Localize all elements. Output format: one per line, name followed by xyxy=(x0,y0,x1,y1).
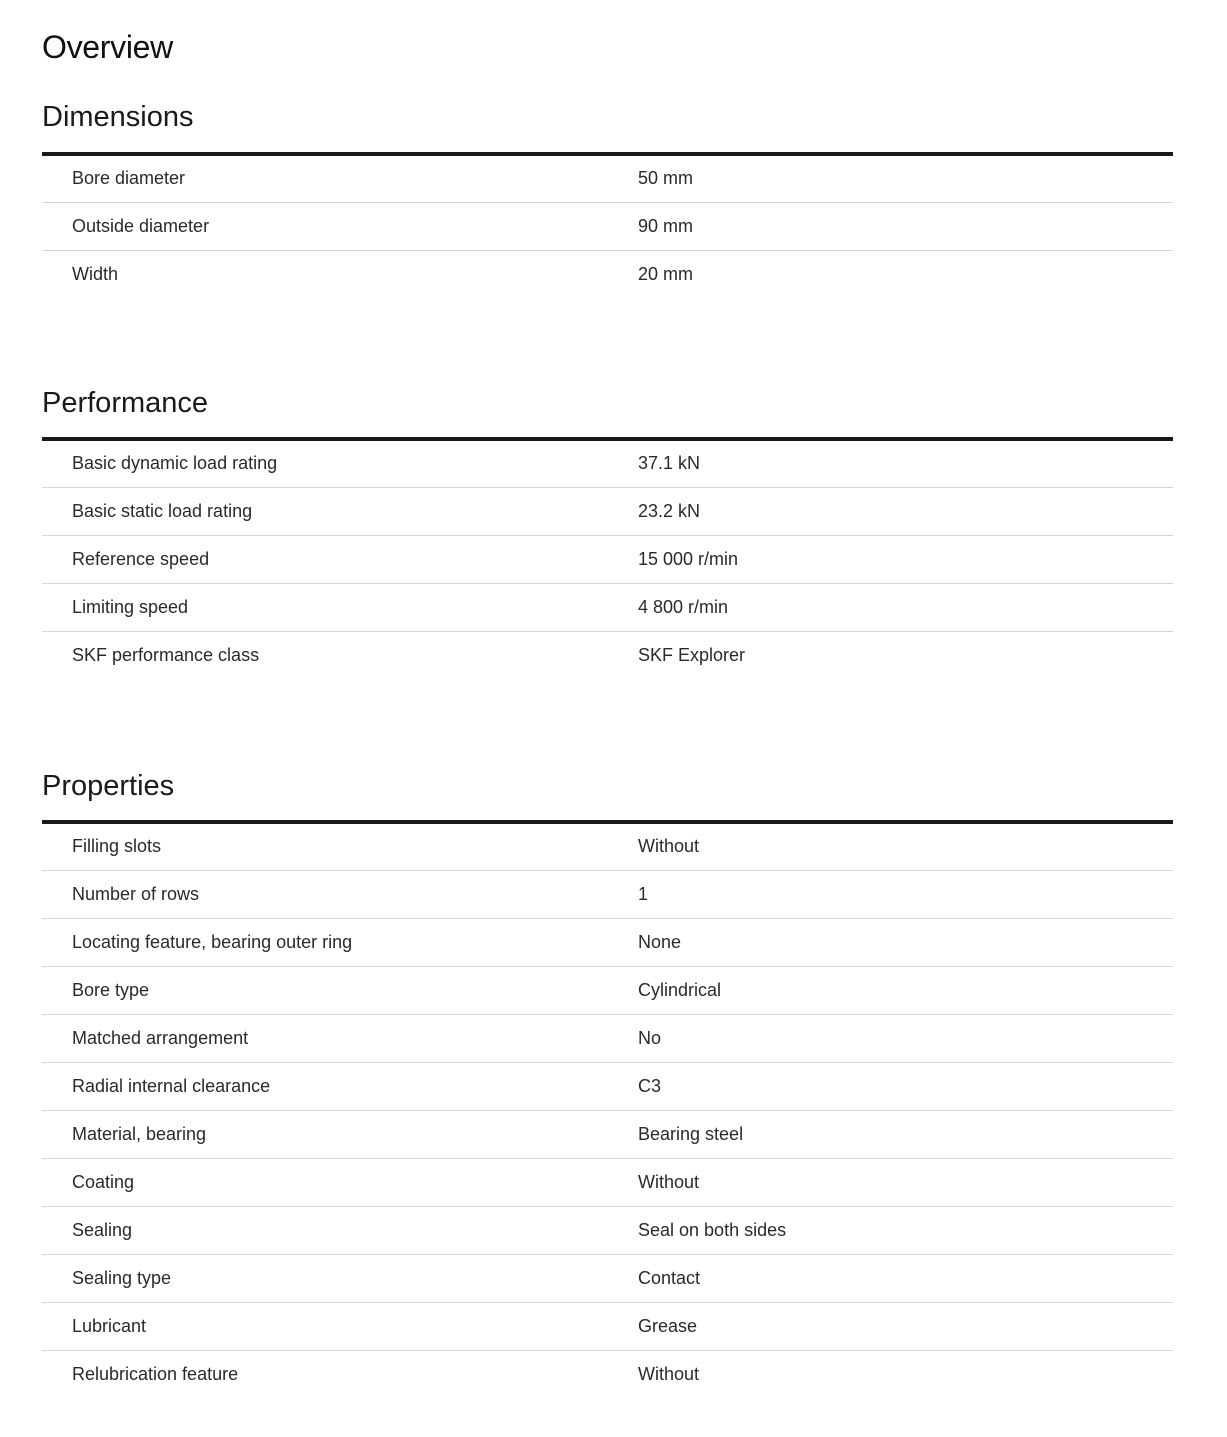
row-label: Material, bearing xyxy=(42,1110,608,1158)
row-value: 20 mm xyxy=(638,263,694,284)
table-row xyxy=(42,1206,1173,1254)
table-row xyxy=(42,966,1173,1014)
table-row xyxy=(42,250,1173,298)
row-value: 23.2 kN xyxy=(608,487,1173,535)
performance-section xyxy=(42,385,1173,679)
table-row xyxy=(42,535,1173,583)
row-value: No xyxy=(608,1014,1173,1062)
dimensions-section xyxy=(42,99,1173,298)
table-row xyxy=(42,1014,1173,1062)
row-label: Relubrication feature xyxy=(72,1363,239,1384)
section-title-dimensions: Dimensions xyxy=(42,101,194,133)
row-value: 15 000 r/min xyxy=(608,535,1173,583)
table-row xyxy=(42,1110,1173,1158)
row-value: Grease xyxy=(608,1302,1173,1350)
table-row xyxy=(42,583,1173,631)
row-label: Limiting speed xyxy=(42,583,608,631)
row-label: Bore diameter xyxy=(42,154,608,202)
row-value: Contact xyxy=(608,1254,1173,1302)
table-row xyxy=(42,918,1173,966)
row-label: Locating feature, bearing outer ring xyxy=(42,918,608,966)
row-value: 1 xyxy=(608,870,1173,918)
row-value: None xyxy=(608,918,1173,966)
row-label: Width xyxy=(72,263,119,284)
row-label: Sealing xyxy=(42,1206,608,1254)
row-value: 4 800 r/min xyxy=(608,583,1173,631)
row-value: Seal on both sides xyxy=(608,1206,1173,1254)
row-value: SKF Explorer xyxy=(638,644,746,665)
properties-section xyxy=(42,768,1173,1398)
row-label: Basic static load rating xyxy=(42,487,608,535)
table-row xyxy=(42,487,1173,535)
row-value: 37.1 kN xyxy=(608,439,1173,487)
row-label: Basic dynamic load rating xyxy=(42,439,608,487)
row-value: 50 mm xyxy=(608,154,1173,202)
table-row xyxy=(42,1350,1173,1398)
row-label: Matched arrangement xyxy=(42,1014,608,1062)
row-value: Without xyxy=(638,1363,700,1384)
table-row xyxy=(42,1062,1173,1110)
table-row xyxy=(42,202,1173,250)
row-label: Radial internal clearance xyxy=(42,1062,608,1110)
section-title-properties: Properties xyxy=(42,770,175,802)
row-label: Bore type xyxy=(42,966,608,1014)
row-value: Cylindrical xyxy=(608,966,1173,1014)
dimensions-table xyxy=(42,152,1173,298)
table-row xyxy=(42,439,1173,487)
row-label: Sealing type xyxy=(42,1254,608,1302)
table-row xyxy=(42,1254,1173,1302)
page-title: Overview xyxy=(42,29,173,65)
table-row xyxy=(42,1158,1173,1206)
table-row xyxy=(42,154,1173,202)
row-label: Reference speed xyxy=(42,535,608,583)
row-label: Lubricant xyxy=(42,1302,608,1350)
row-label: Number of rows xyxy=(42,870,608,918)
row-value: Without xyxy=(608,822,1173,870)
row-label: Outside diameter xyxy=(42,202,608,250)
section-title-performance: Performance xyxy=(42,387,209,419)
row-value: C3 xyxy=(608,1062,1173,1110)
row-value: Bearing steel xyxy=(608,1110,1173,1158)
row-label: SKF performance class xyxy=(72,644,260,665)
row-value: 90 mm xyxy=(608,202,1173,250)
row-value: Without xyxy=(608,1158,1173,1206)
table-row xyxy=(42,631,1173,679)
table-row xyxy=(42,870,1173,918)
table-row xyxy=(42,1302,1173,1350)
row-label: Filling slots xyxy=(42,822,608,870)
performance-table xyxy=(42,437,1173,679)
row-label: Coating xyxy=(42,1158,608,1206)
table-row xyxy=(42,822,1173,870)
properties-table xyxy=(42,820,1173,1398)
